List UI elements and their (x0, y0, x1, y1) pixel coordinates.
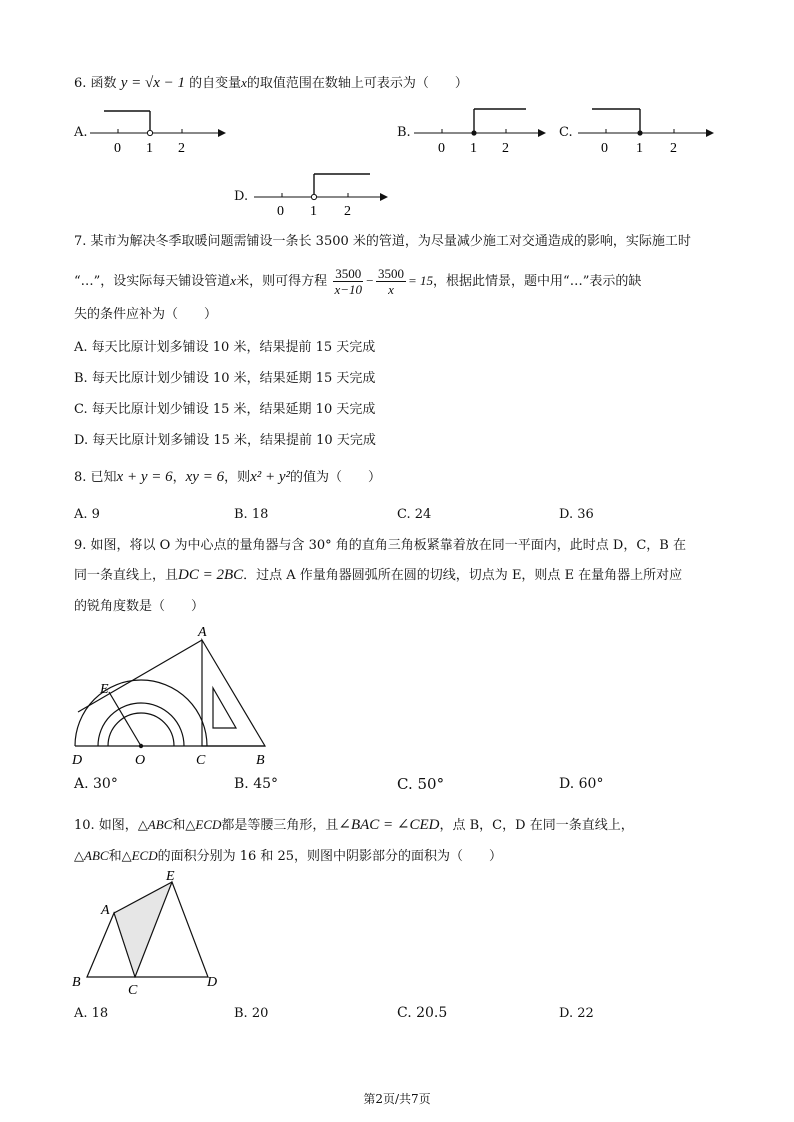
q8-separator: ， (172, 470, 186, 485)
q9-option-d: D. 60° (559, 776, 604, 792)
q7-line-1: 7. 某市为解决冬季取暖问题需铺设一条长 3500 米的管道，为尽量减少施工对交通造成的影响，实际施工时 (74, 234, 691, 249)
q9-label-c: C (196, 753, 206, 768)
q10-angle-equation: ∠BAC = ∠CED (338, 817, 440, 833)
q8-condition-2: xy = 6 (185, 469, 225, 485)
q10-option-b: B. 20 (234, 1006, 269, 1021)
q9-label-d: D (72, 753, 83, 768)
q9-equation: DC = 2BC (178, 567, 244, 583)
q9-option-a: A. 30° (74, 776, 118, 792)
q10-triangle-abc: △ABC (137, 817, 173, 832)
q8-option-c: C. 24 (397, 507, 432, 522)
q10-label-d: D (207, 975, 218, 990)
q8-option-a: A. 9 (74, 507, 100, 522)
q6-option-a-number-line (90, 105, 230, 155)
q6-a-tick-0: 0 (114, 141, 121, 156)
q6-stem-text: 的自变量 (189, 76, 242, 91)
q10-option-d: D. 22 (559, 1006, 594, 1021)
q9-line-3: 的锐角度数是（ ） (74, 599, 205, 614)
q10-line-1 (74, 816, 634, 835)
q8-stem-mid: ，则 (224, 470, 251, 485)
q6-a-tick-2: 2 (178, 141, 185, 156)
q6-variable: x (241, 75, 247, 90)
q6-option-b-label: B. (397, 125, 411, 140)
q6-c-tick-1: 1 (636, 141, 643, 156)
q6-stem-end: 的取值范围在数轴上可表示为（ ） (246, 76, 468, 91)
q6-option-b-number-line (414, 105, 554, 155)
q8-condition-1: x + y = 6 (116, 469, 173, 485)
q9-line-2-prefix: 同一条直线上，且 (74, 568, 179, 583)
q9-figure (70, 620, 280, 768)
q9-line-1: 9. 如图，将以 O 为中心点的量角器与含 30° 角的直角三角板紧靠着放在同一平面内，此时点 D，C，B 在 (74, 538, 686, 553)
q9-line-2 (74, 566, 682, 585)
q10-label-a: A (101, 903, 110, 918)
q8-stem-prefix: 8. 已知 (74, 470, 117, 485)
q7-minus: − (365, 273, 375, 288)
q6-d-tick-1: 1 (310, 204, 317, 219)
q10-figure (70, 870, 230, 998)
q10-line-2 (74, 847, 502, 866)
q10-line-2-triangle-abc: △ABC (74, 848, 109, 863)
page-footer: 第2页/共7页 (363, 1092, 431, 1106)
q7-line-2-post: ，根据此情景，题中用“…”表示的缺 (433, 274, 642, 289)
q8-stem-post: 的值为（ ） (290, 470, 382, 485)
q7-line-3: 失的条件应补为（ ） (74, 307, 218, 322)
q7-fraction-1: $\frac{3500}{x-10}$ (334, 266, 362, 297)
q7-option-c: C. 每天比原计划少铺设 15 米，结果延期 10 天完成 (74, 402, 376, 417)
q7-option-b: B. 每天比原计划少铺设 10 米，结果延期 15 天完成 (74, 371, 376, 386)
q10-label-c: C (128, 983, 138, 998)
q10-option-a: A. 18 (74, 1006, 109, 1021)
q6-a-tick-1: 1 (146, 141, 153, 156)
q10-triangle-ecd: △ECD (185, 817, 222, 832)
q7-variable: x (230, 273, 237, 288)
q10-label-e: E (166, 869, 175, 884)
q6-option-c-number-line (578, 105, 723, 155)
q6-option-d-label: D. (234, 189, 249, 204)
q6-c-tick-2: 2 (670, 141, 677, 156)
q8-expression: x² + y² (250, 469, 291, 485)
q6-formula: y = √x − 1 (120, 75, 185, 91)
q8-option-b: B. 18 (234, 507, 269, 522)
q6-b-tick-0: 0 (438, 141, 445, 156)
q9-label-o: O (135, 753, 146, 768)
q7-option-d: D. 每天比原计划多铺设 15 米，结果提前 10 天完成 (74, 433, 376, 448)
q7-fraction-2: $\frac{3500}{x}$ (378, 266, 405, 297)
q7-equals: = 15 (408, 273, 434, 288)
q6-stem (74, 74, 468, 93)
q10-line-2-and: 和 (108, 849, 122, 864)
q9-label-a: A (198, 625, 207, 640)
q10-line-2-triangle-ecd: △ECD (121, 848, 158, 863)
q6-option-a-label: A. (74, 125, 88, 140)
q6-option-d-number-line (254, 170, 394, 220)
q8-option-d: D. 36 (559, 507, 594, 522)
q10-line-1-mid: 都是等腰三角形，且 (221, 818, 339, 833)
q10-line-1-prefix: 10. 如图， (74, 818, 138, 833)
q10-line-1-post: ，点 B，C，D 在同一条直线上， (439, 818, 634, 833)
q9-option-c: C. 50° (397, 775, 445, 793)
q6-option-c-label: C. (559, 125, 573, 140)
q7-line-2-mid: 米，则可得方程 (236, 274, 328, 289)
q6-stem-prefix: 6. 函数 (74, 76, 117, 91)
q10-label-b: B (72, 975, 81, 990)
q10-line-2-post: 的面积分别为 16 和 25，则图中阴影部分的面积为（ ） (157, 849, 503, 864)
q7-line-2-prefix: “…”，设实际每天铺设管道 (74, 274, 231, 289)
q10-option-c: C. 20.5 (397, 1005, 448, 1021)
q6-b-tick-1: 1 (470, 141, 477, 156)
q9-label-b: B (256, 753, 265, 768)
q9-line-2-post: ．过点 A 作量角器圆弧所在圆的切线，切点为 E，则点 E 在量角器上所对应 (243, 568, 683, 583)
q10-and: 和 (172, 818, 186, 833)
q6-c-tick-0: 0 (601, 141, 608, 156)
q8-stem (74, 468, 381, 487)
q6-d-tick-0: 0 (277, 204, 284, 219)
q7-line-2 (74, 260, 641, 302)
q9-option-b: B. 45° (234, 776, 279, 792)
q6-b-tick-2: 2 (502, 141, 509, 156)
q7-option-a: A. 每天比原计划多铺设 10 米，结果提前 15 天完成 (74, 340, 376, 355)
q6-d-tick-2: 2 (344, 204, 351, 219)
q9-label-e: E (100, 682, 109, 697)
